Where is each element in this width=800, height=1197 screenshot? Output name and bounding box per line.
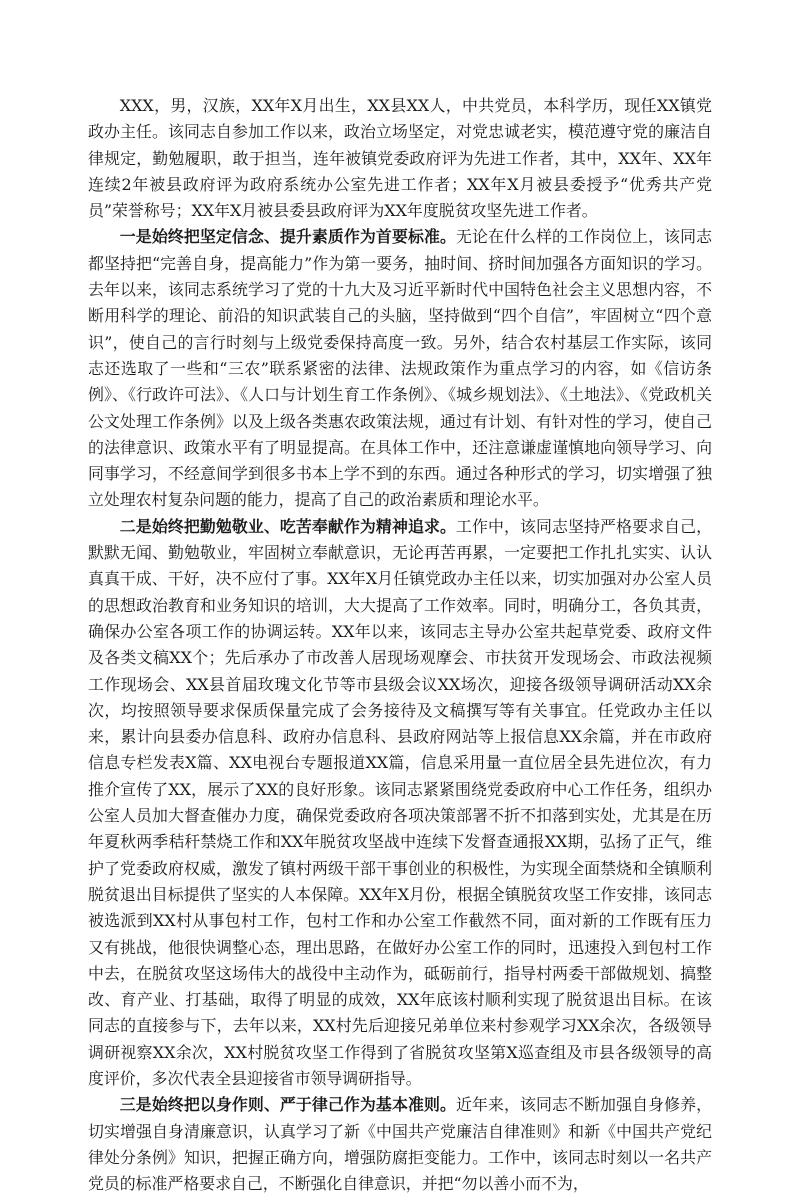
paragraph-text: 无论在什么样的工作岗位上，该同志都坚持把“完善自身，提高能力”作为第一要务，抽时间、挤时间加强各方面知识的学习。去年以来，该同志系统学习了党的十九大及习近平新时代中国特色社会主义思想内容，不断用科学的理论、前沿的知识武装自己的头脑，坚持做到“四个自信”，牢固树立“四个意识”，使自己的言行时刻与上级党委保持高度一致。另外，结合农村基层工作实际，该同志还选取了一些和“三农”联系紧密的法律、法规政策作为重点学习的内容，如《信访条例》、《行政许可法》、《人口与计划生育工作条例》、《城乡规划法》、《土地法》、《党政机关公文处理工作条例》以及上级各类惠农政策法规，通过有计划、有针对性的学习，使自己的法律意识、政策水平有了明显提高。在具体工作中，还注意谦虚谨慎地向领导学习、向同事学习，不经意间学到很多书本上学不到的东西。通过各种形式的学习，切实增强了独立处理农村复杂问题的能力，提高了自己的政治素质和理论水平。: [88, 227, 713, 510]
paragraph-text: 工作中，该同志坚持严格要求自己，默默无闻、勤勉敬业，牢固树立奉献意识，无论再苦再累，一定要把工作扎扎实实、认认真真干成、干好，决不应付了事。XX年X月任镇党政办主任以来，切实加强对办公室人员的思想政治教育和业务知识的培训，大大提高了工作效率。同时，明确分工，各负其责，确保办公室各项工作的协调运转。XX年以来，该同志主导办公室共起草党委、政府文件及各类文稿XX个；先后承办了市改善人居现场观摩会、市扶贫开发现场会、市政法视频工作现场会、XX县首届玫瑰文化节等市县级会议XX场次，迎接各级领导调研活动XX余次，均按照领导要求保质保量完成了会务接待及文稿撰写等有关事宜。任党政办主任以来，累计向县委办信息科、政府办信息科、县政府网站等上报信息XX余篇，并在市政府信息专栏发表X篇、XX电视台专题报道XX篇，信息采用量一直位居全县先进位次，有力推介宣传了XX，展示了XX的良好形象。该同志紧紧围绕党委政府中心工作任务，组织办公室人员加大督查催办力度，确保党委政府各项决策部署不折不扣落到实处，尤其是在历年夏秋两季秸秆禁烧工作和XX年脱贫攻坚战中连续下发督查通报XX期，弘扬了正气，维护了党委政府权威，激发了镇村两级干部干事创业的积极性，为实现全面禁烧和全镇顺利脱贫退出目标提供了坚实的人本保障。XX年X月份，根据全镇脱贫攻坚工作安排，该同志被选派到XX村从事包村工作，包村工作和办公室工作截然不同，面对新的工作既有压力又有挑战，他很快调整心态，理出思路，在做好办公室工作的同时，迅速投入到包村工作中去，在脱贫攻坚这场伟大的战役中主动作为，砥砺前行，指导村两委干部做规划、搞整改、育产业、打基础，取得了明显的成效，XX年底该村顺利实现了脱贫退出目标。在该同志的直接参与下，去年以来，XX村先后迎接兄弟单位来村参观学习XX余次，各级领导调研视察XX余次，XX村脱贫攻坚工作得到了省脱贫攻坚第X巡查组及市县各级领导的高度评价，多次代表全县迎接省市领导调研指导。: [88, 516, 713, 1088]
paragraph-text: 近年来，该同志不断加强自身修养，切实增强自身清廉意识，认真学习了新《中国共产党廉洁自律准则》和新《中国共产党纪律处分条例》知识，把握正确方向，增强防腐拒变能力。工作中，该同志时刻以一名共产党员的标准严格要求自己，不断强化自律意识，并把“勿以善小而不为，: [88, 1095, 713, 1194]
paragraph-point-1: [88, 224, 712, 513]
document-body: [88, 93, 712, 1197]
paragraph-intro: [88, 93, 712, 224]
paragraph-lead: 一是始终把坚定信念、提升素质作为首要标准。: [119, 227, 456, 247]
paragraph-text: XXX，男，汉族，XX年X月出生，XX县XX人，中共党员，本科学历，现任XX镇党政办主任。该同志自参加工作以来，政治立场坚定，对党忠诚老实，模范遵守党的廉洁自律规定，勤勉履职，敢于担当，连年被镇党委政府评为先进工作者，其中，XX年、XX年连续2年被县政府评为政府系统办公室先进工作者；XX年X月被县委授予“优秀共产党员”荣誉称号；XX年X月被县委县政府评为XX年度脱贫攻坚先进工作者。: [88, 96, 712, 221]
paragraph-lead: 二是始终把勤勉敬业、吃苦奉献作为精神追求。: [119, 516, 456, 536]
paragraph-point-2: [88, 514, 712, 1093]
paragraph-point-3: [88, 1092, 712, 1197]
paragraph-lead: 三是始终把以身作则、严于律己作为基本准则。: [119, 1095, 456, 1115]
